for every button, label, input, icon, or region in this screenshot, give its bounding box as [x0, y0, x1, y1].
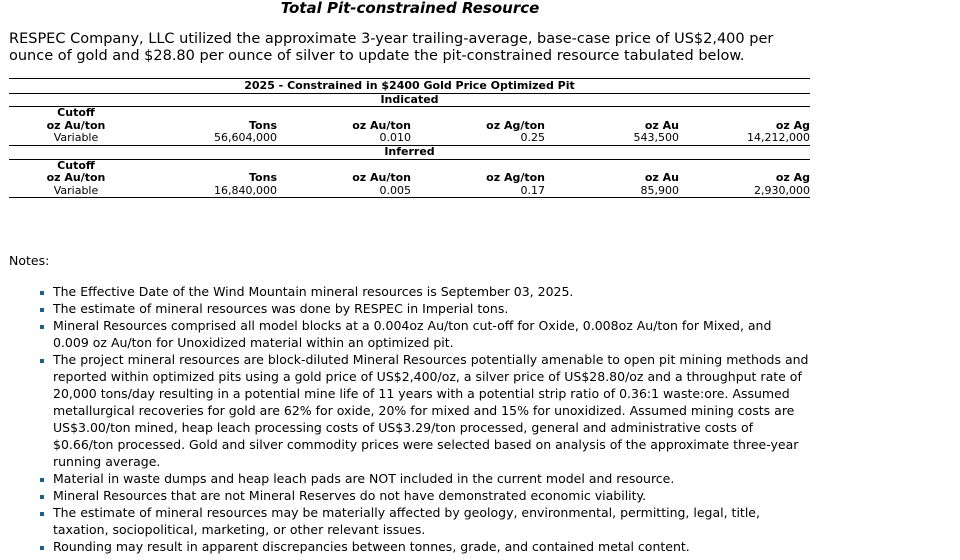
cell-ag-grade: 0.17: [411, 185, 545, 198]
table-caption: 2025 - Constrained in $2400 Gold Price Optimized Pit: [9, 79, 810, 94]
list-item: [40, 317, 810, 351]
note-text: Material in waste dumps and heap leach pads are NOT included in the current model and resource.: [53, 471, 675, 486]
cell-oz-au: 543,500: [545, 132, 679, 145]
section-label-row: [9, 145, 810, 159]
header-ag-grade: oz Ag/ton: [486, 118, 545, 132]
table-caption-row: [9, 79, 810, 94]
note-text: Mineral Resources that are not Mineral Reserves do not have demonstrated economic viability.: [53, 488, 647, 503]
list-item: [40, 487, 810, 504]
resource-table: [9, 78, 810, 198]
list-item: [40, 470, 810, 487]
header-au-grade: oz Au/ton: [352, 171, 411, 185]
header-oz-ag: oz Ag: [775, 171, 810, 185]
notes-list: [40, 283, 810, 555]
bullet-icon: [40, 308, 44, 312]
bullet-icon: [40, 478, 44, 482]
header-oz-au: oz Au: [644, 118, 679, 132]
bullet-icon: [40, 359, 44, 363]
note-text: The estimate of mineral resources may be materially affected by geology, environmental, permitting, legal, title, taxation, sociopolitical, marketing, or other relevant issues.: [53, 505, 760, 537]
header-row: [9, 172, 810, 185]
list-item: [40, 300, 810, 317]
note-text: Mineral Resources comprised all model blocks at a 0.004oz Au/ton cut-off for Oxide, 0.008oz Au/ton for Mixed, and 0.009 oz Au/ton for Unoxidized material within an optimized pit.: [53, 318, 772, 350]
header-cutoff-line2: oz Au/ton: [46, 118, 106, 132]
list-item: [40, 538, 810, 555]
section-label-inferred: Inferred: [9, 145, 810, 159]
header-au-grade: oz Au/ton: [352, 118, 411, 132]
cell-au-grade: 0.010: [277, 132, 411, 145]
page-title: Total Pit-constrained Resource: [280, 0, 540, 17]
list-item: [40, 504, 810, 538]
header-tons: Tons: [249, 171, 277, 185]
cell-cutoff: Variable: [9, 132, 143, 145]
section-label-row: [9, 93, 810, 107]
cell-au-grade: 0.005: [277, 185, 411, 198]
header-row: [9, 107, 810, 120]
bullet-icon: [40, 512, 44, 516]
bullet-icon: [40, 546, 44, 550]
bullet-icon: [40, 495, 44, 499]
header-tons: Tons: [249, 118, 277, 132]
note-text: The Effective Date of the Wind Mountain mineral resources is September 03, 2025.: [53, 284, 574, 299]
cell-oz-au: 85,900: [545, 185, 679, 198]
list-item: [40, 283, 810, 300]
header-cutoff-line2: oz Au/ton: [46, 171, 106, 185]
section-label-indicated: Indicated: [9, 93, 810, 107]
list-item: [40, 351, 810, 470]
note-text: The estimate of mineral resources was done by RESPEC in Imperial tons.: [53, 301, 509, 316]
table-row: [9, 132, 810, 145]
table-row: [9, 185, 810, 198]
note-text: Rounding may result in apparent discrepancies between tonnes, grade, and contained metal content.: [53, 539, 690, 554]
bullet-icon: [40, 325, 44, 329]
cell-cutoff: Variable: [9, 185, 143, 198]
notes-label: Notes:: [9, 253, 50, 268]
cell-tons: 16,840,000: [143, 185, 277, 198]
intro-paragraph: RESPEC Company, LLC utilized the approximate 3-year trailing-average, base-case price of US$2,400 per ounce of gold and $28.80 per ounce of silver to update the pit-constrained resource tabulated below.: [9, 31, 774, 64]
header-oz-ag: oz Ag: [775, 118, 810, 132]
cell-oz-ag: 2,930,000: [679, 185, 810, 198]
header-ag-grade: oz Ag/ton: [486, 171, 545, 185]
header-cutoff-line1: Cutoff: [57, 106, 95, 120]
cell-oz-ag: 14,212,000: [679, 132, 810, 145]
cell-tons: 56,604,000: [143, 132, 277, 145]
cell-ag-grade: 0.25: [411, 132, 545, 145]
header-cutoff-line1: Cutoff: [57, 158, 95, 172]
note-text: The project mineral resources are block-diluted Mineral Resources potentially amenable to open pit mining methods and reported within optimized pits using a gold price of US$2,400/oz, a silver price of US$28.80/oz and a throughput rate of 20,000 tons/day resulting in a potential mine life of 11 years with a potential strip ratio of 0.36:1 waste:ore. Assumed metallurgical recoveries for gold are 62% for oxide, 20% for mixed and 15% for unoxidized. Assumed mining costs are US$3.00/ton mined, heap leach processing costs of US$3.29/ton processed, general and administrative costs of $0.66/ton processed. Gold and silver commodity prices were selected based on analysis of the approximate three-year running average.: [53, 352, 809, 469]
bullet-icon: [40, 291, 44, 295]
header-oz-au: oz Au: [644, 171, 679, 185]
